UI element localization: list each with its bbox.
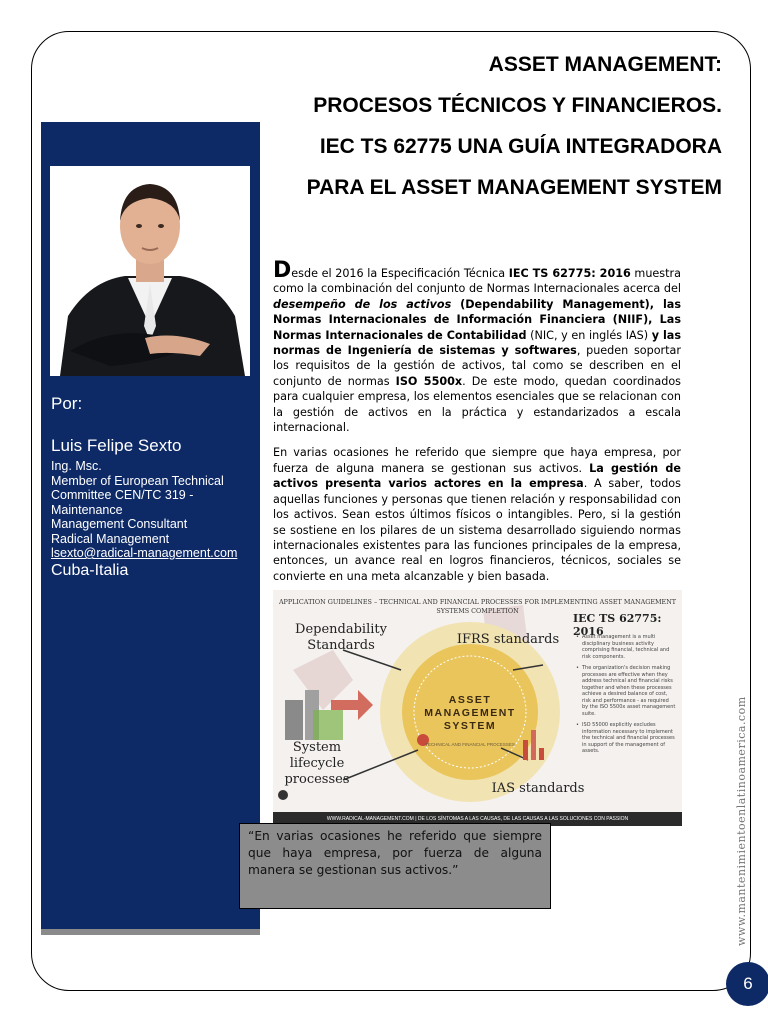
author-photo [50, 166, 250, 376]
text-bold: (Dependability Management), las Normas Internacionales de Información Financiera (NIIF), Las Normas Internacionales de Contabilidad [273, 297, 681, 342]
infographic-bullet: • The organization's decision making processes are effective when they address technical and financial risks together and when these processes achieve a desired balance of cost, risk and performance - as required by the ISO 5500x asset management suite. [576, 665, 676, 717]
article-title [252, 44, 722, 208]
text-bold: La gestión de activos presenta varios actores en la empresa [273, 461, 681, 491]
paragraph-1 [273, 258, 682, 435]
text-bold: ISO 5500x [395, 374, 463, 388]
asset-management-system-label: ASSET MANAGEMENT SYSTEM [424, 694, 516, 732]
text-bold: IEC TS 62775: 2016 [508, 267, 631, 280]
page-number: 6 [726, 962, 768, 1006]
paragraph-2 [273, 445, 681, 584]
author-name: Luis Felipe Sexto [51, 436, 182, 455]
label-ifrs-standards: IFRS standards [456, 632, 560, 647]
center-subtitle: TECHNICAL AND FINANCIAL PROCESSES [425, 742, 515, 747]
pull-quote: “En varias ocasiones he referido que siempre que haya empresa, por fuerza de alguna manera se gestionan sus activos.” [239, 823, 551, 909]
author-committee: Member of European Technical Committee CEN/TC 319 - Maintenance [51, 473, 224, 517]
text-run: . A saber, todos aquellas funciones y personas que tienen relación y responsabilidad con los activos. Sean estos últimos físicos o intangibles. Pero, si la gestión se sostiene en los pilares de un sistema desarrollado siguiendo normas internacionales existentes para las funciones principales de la empresa, entonces, un avance real en logros financieros, técnicos, sociales se convierte en una meta alcanzable y bien basada. [273, 477, 681, 583]
label-system-lifecycle: System lifecycle processes [284, 740, 350, 787]
infographic-footer: WWW.RADICAL-MANAGEMENT.COM | DE LOS SÍNTOMAS A LAS CAUSAS, DE LAS CAUSAS A LAS SOLUCIONES CON PASSION [273, 812, 682, 826]
side-website-url: www.mantenimientoenlatinoamerica.com [735, 696, 748, 946]
text-run: muestra como la combinación del conjunto de Normas Internacionales acerca del [273, 267, 681, 296]
title-line-1: ASSET MANAGEMENT: [488, 53, 722, 76]
infographic-bullet: • Asset management is a multi disciplinary business activity comprising financial, technical and risk components. [576, 634, 676, 660]
author-origin: Cuba-Italia [51, 561, 129, 579]
author-email-link[interactable]: lsexto@radical-management.com [51, 546, 238, 560]
author-details [51, 459, 256, 581]
article-body [273, 258, 682, 594]
sidebar-shadow [41, 929, 260, 935]
label-ias-standards: IAS standards [491, 781, 585, 796]
author-company: Radical Management [51, 531, 170, 546]
text-run: esde el 2016 la Especificación Técnica [291, 267, 509, 280]
asset-management-infographic [273, 590, 682, 826]
text-run: (NIC, y en inglés IAS) [526, 328, 652, 342]
infographic-standard-title: IEC TS 62775: 2016 [573, 612, 662, 638]
by-label: Por: [51, 394, 83, 413]
title-line-2: PROCESOS TÉCNICOS Y FINANCIEROS. [313, 94, 722, 117]
text-run: . De este modo, quedan coordinados para cualquier empresa, los elementos esenciales que se relacionan con la gestión de activos en la práctica y estandarizados a escala internacional. [273, 374, 681, 435]
title-line-4: PARA EL ASSET MANAGEMENT SYSTEM [306, 176, 722, 199]
author-degree: Ing. Msc. [51, 459, 102, 473]
author-role: Management Consultant [51, 517, 188, 531]
title-line-3: IEC TS 62775 UNA GUÍA INTEGRADORA [319, 135, 722, 158]
infographic-header: APPLICATION GUIDELINES – TECHNICAL AND FINANCIAL PROCESSES FOR IMPLEMENTING ASSET MANAGEMENT SYSTEMS COMPLETION [278, 598, 677, 615]
text-bold-italic: desempeño de los activos [273, 297, 452, 311]
author-sidebar [41, 122, 260, 929]
text-run: , pueden soportar los requisitos de la gestión de activos, tal como se describen en el conjunto de normas [273, 344, 682, 388]
text-run: En varias ocasiones he referido que siempre que haya empresa, por fuerza de alguna manera se gestionan sus activos. [273, 446, 681, 475]
infographic-bullet: • ISO 55000 explicitly excludes information necessary to implement the technical and financial processes in support of the management of assets. [576, 722, 676, 755]
label-dependability-standards: Dependability Standards [295, 622, 387, 653]
infographic-bullets [576, 634, 676, 760]
text-bold: y las normas de Ingeniería de sistemas y softwares [273, 328, 681, 358]
drop-cap: D [273, 258, 292, 283]
